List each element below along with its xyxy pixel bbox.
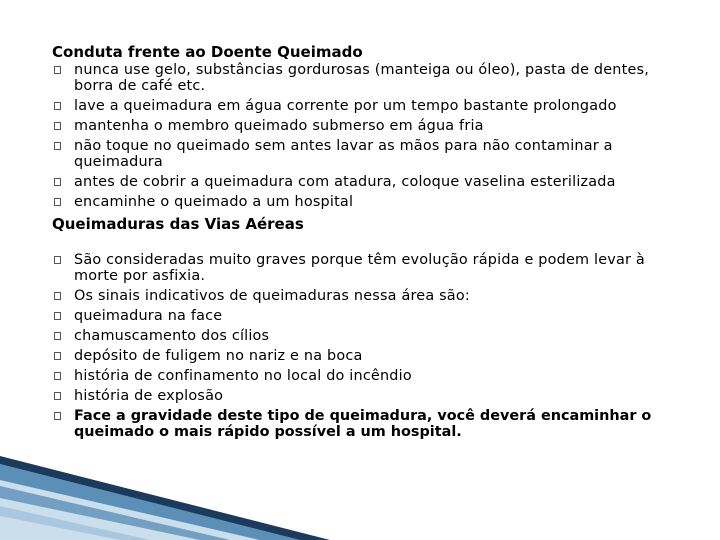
decorative-wave-graphic: [0, 450, 720, 540]
list-item-text: mantenha o membro queimado submerso em água fria: [74, 118, 484, 134]
square-bullet-icon: [54, 198, 61, 206]
square-bullet-icon: [54, 66, 61, 74]
list-item: [52, 118, 692, 134]
square-bullet-icon: [54, 412, 61, 420]
list-item-text: encaminhe o queimado a um hospital: [74, 194, 354, 210]
list-item-text: São consideradas muito graves porque têm evolução rápida e podem levar à morte por asfixia.: [74, 252, 645, 284]
list-item-text: Os sinais indicativos de queimaduras nessa área são:: [74, 288, 470, 304]
list-item-text: não toque no queimado sem antes lavar as mãos para não contaminar a queimadura: [74, 138, 613, 170]
list-item-text: antes de cobrir a queimadura com atadura, coloque vaselina esterilizada: [74, 174, 616, 190]
list-item: [52, 98, 692, 114]
section-title-vias-aereas: Queimaduras das Vias Aéreas: [52, 215, 304, 233]
list-item: [52, 408, 692, 440]
list-item-text: queimadura na face: [74, 308, 223, 324]
section-title-conduta: Conduta frente ao Doente Queimado: [52, 43, 363, 61]
square-bullet-icon: [54, 312, 61, 320]
list-item-text: chamuscamento dos cílios: [74, 328, 270, 344]
list-item-text: depósito de fuligem no nariz e na boca: [74, 348, 363, 364]
list-item-text: história de explosão: [74, 388, 224, 404]
list-item-text: nunca use gelo, substâncias gordurosas (manteiga ou óleo), pasta de dentes, borra de café etc.: [74, 62, 649, 94]
square-bullet-icon: [54, 178, 61, 186]
square-bullet-icon: [54, 102, 61, 110]
list-item: [52, 62, 692, 94]
square-bullet-icon: [54, 352, 61, 360]
square-bullet-icon: [54, 292, 61, 300]
list-item: [52, 194, 692, 210]
square-bullet-icon: [54, 392, 61, 400]
vias-aereas-list: [52, 252, 692, 440]
square-bullet-icon: [54, 332, 61, 340]
list-item-text: Face a gravidade deste tipo de queimadura, você deverá encaminhar o queimado o mais rápido possível a um hospital.: [74, 408, 652, 440]
square-bullet-icon: [54, 142, 61, 150]
list-item: [52, 308, 692, 324]
slide-content: [52, 42, 692, 444]
square-bullet-icon: [54, 122, 61, 130]
list-item: [52, 388, 692, 404]
list-item: [52, 368, 692, 384]
square-bullet-icon: [54, 256, 61, 264]
list-item: [52, 174, 692, 190]
list-item: [52, 328, 692, 344]
list-item: [52, 138, 692, 170]
list-item-text: lave a queimadura em água corrente por um tempo bastante prolongado: [74, 98, 617, 114]
list-item: [52, 252, 692, 284]
conduta-list: [52, 62, 692, 210]
list-item: [52, 348, 692, 364]
list-item: [52, 288, 692, 304]
square-bullet-icon: [54, 372, 61, 380]
list-item-text: história de confinamento no local do incêndio: [74, 368, 412, 384]
